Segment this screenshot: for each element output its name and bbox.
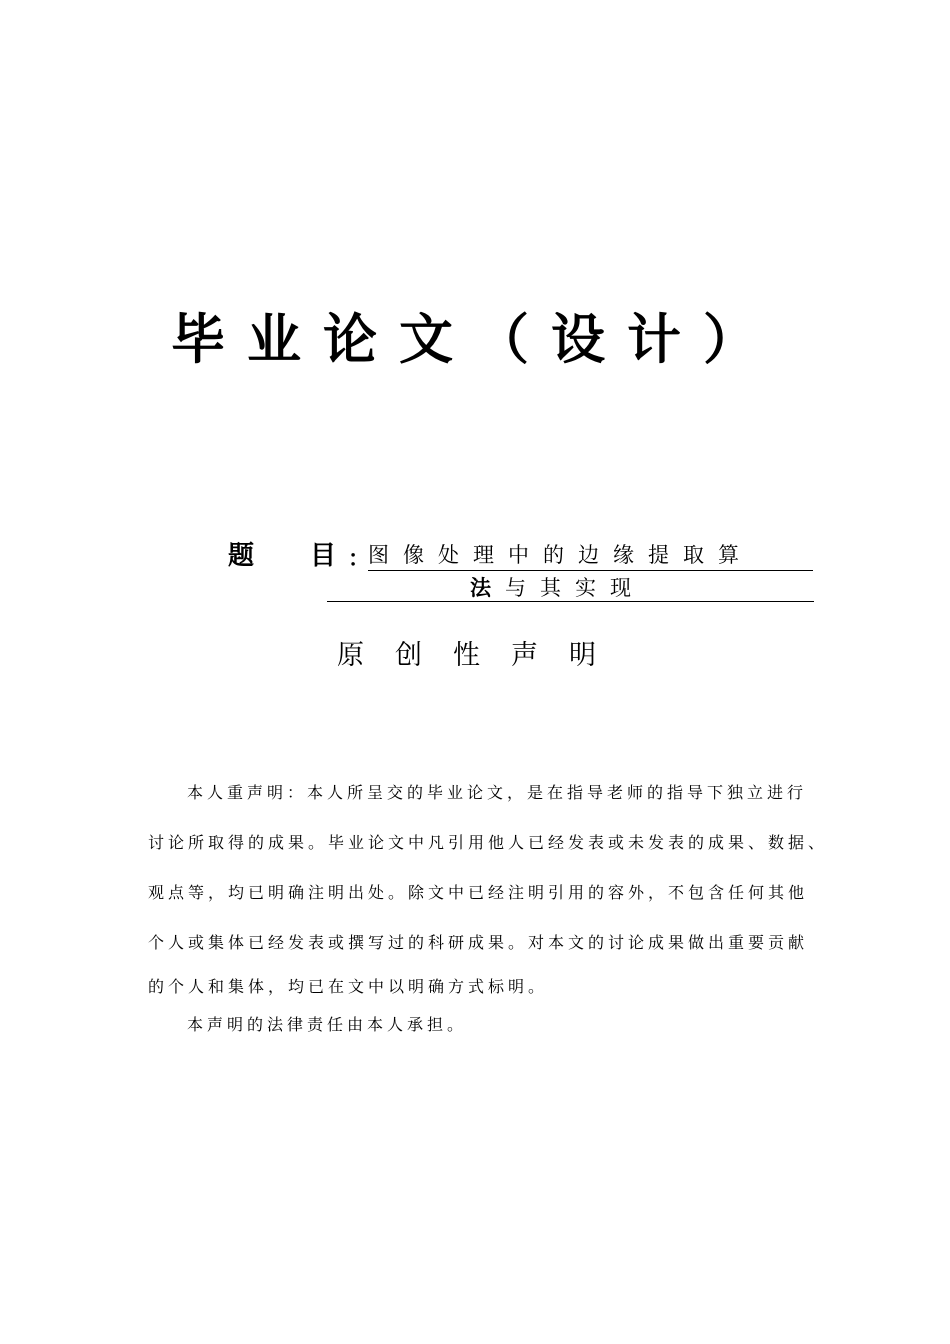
thesis-topic-bold-char: 法: [470, 576, 505, 600]
title-label-ti: 题: [228, 541, 255, 571]
declaration-line: 讨论所取得的成果。毕业论文中凡引用他人已经发表或未发表的成果、数据、: [148, 833, 829, 852]
declaration-liability-statement: 本声明的法律责任由本人承担。: [187, 1015, 468, 1034]
declaration-line: 本人重声明：本人所呈交的毕业论文，是在指导老师的指导下独立进行: [187, 783, 808, 802]
declaration-body: [148, 768, 828, 1044]
thesis-main-title: 毕业论文（设计）: [171, 308, 779, 371]
declaration-line: 的个人和集体，均已在文中以明确方式标明。: [148, 977, 549, 996]
originality-declaration-heading: 原创性声明: [337, 640, 627, 671]
thesis-topic-line-1: 图像处理中的边缘提取算: [368, 540, 813, 571]
declaration-line: 个人或集体已经发表或撰写过的科研成果。对本文的讨论成果做出重要贡献: [148, 933, 809, 952]
title-label-colon: ：: [348, 547, 371, 572]
title-label-mu: 目: [310, 541, 337, 571]
thesis-topic-line-2: [470, 573, 645, 603]
thesis-topic-line-2-text: 与其实现: [505, 576, 645, 600]
declaration-line: 观点等，均已明确注明出处。除文中已经注明引用的容外，不包含任何其他: [148, 883, 809, 902]
